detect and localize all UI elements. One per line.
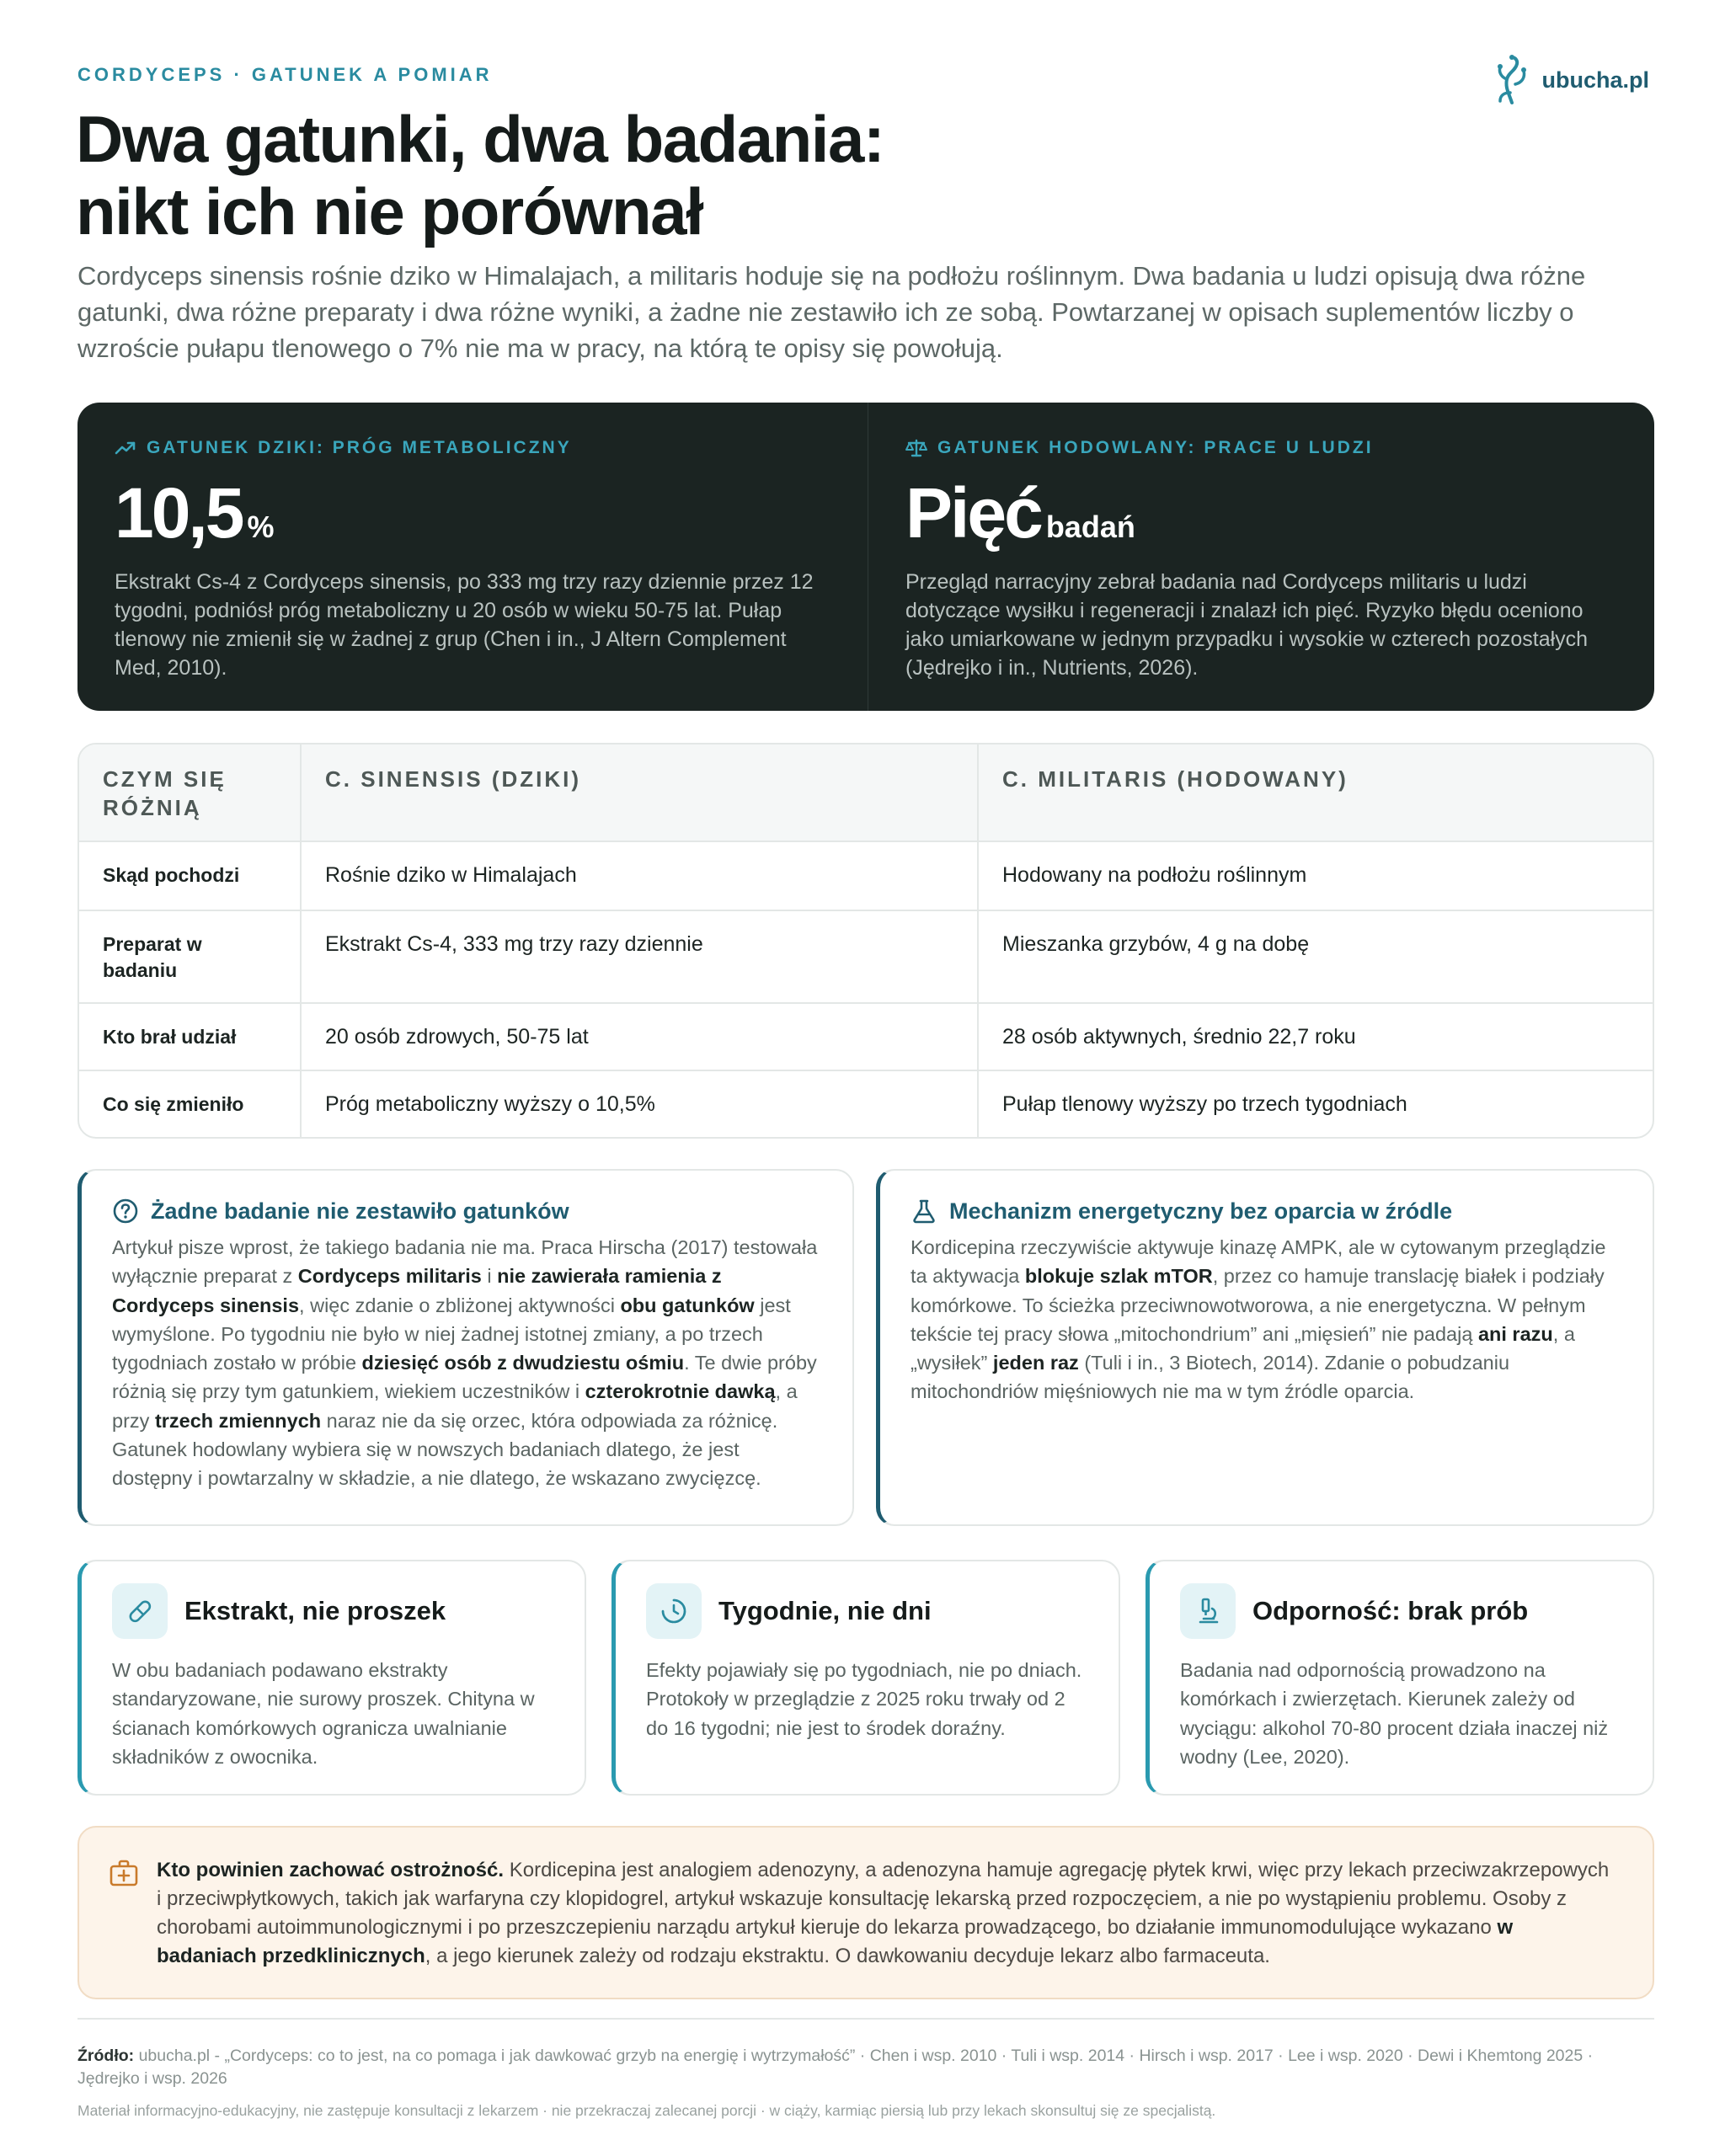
kicker: CORDYCEPS · GATUNEK A POMIAR: [77, 64, 493, 85]
clock-icon: [646, 1583, 702, 1639]
stat-number: 10,5: [115, 473, 243, 552]
body-text: , a „wysiłek”: [911, 1322, 1575, 1374]
disclaimer: Materiał informacyjno-edukacyjny, nie zastępuje konsultacji z lekarzem · nie przekraczaj zalecanej porcji · w ciąży, karmiąc piersią lub przy lekach skonsultuj się ze specjalistą.: [77, 2102, 1216, 2119]
info-box-no-comparison: [77, 1169, 854, 1526]
body-text: Artykuł pisze wprost, że takiego badania nie ma. Praca Hirscha (2017) testowała wyłącznie preparat z: [112, 1236, 818, 1288]
table-cell: Mieszanka grzybów, 4 g na dobę: [977, 911, 1653, 1002]
source-citation: [77, 2045, 1654, 2090]
stat-number: Pięć: [905, 473, 1041, 552]
table-header-cell: C. SINENSIS (DZIKI): [300, 744, 977, 841]
brand-mushroom-icon: [1493, 54, 1530, 106]
table-cell: Rośnie dziko w Himalajach: [300, 842, 977, 910]
box-body: [112, 1233, 824, 1493]
emphasis-text: czterokrotnie dawką: [585, 1380, 776, 1403]
comparison-table: [77, 743, 1654, 1139]
table-row: [79, 910, 1653, 1002]
emphasis-text: Cordyceps militaris: [297, 1265, 482, 1288]
source-text: ubucha.pl - „Cordyceps: co to jest, na co pomaga i jak dawkować grzyb na energię i wytrzymałość” · Chen i wsp. 2010 · Tuli i wsp. 2014 · Hirsch i wsp. 2017 · Lee i wsp. 2020 · Dewi i Khemtong 2025 · Jędrejko i wsp. 2026: [77, 2047, 1594, 2088]
brand-logo[interactable]: [1493, 54, 1650, 106]
warning-text: [157, 1856, 1616, 1998]
emphasis-text: trzech zmiennych: [154, 1409, 322, 1432]
box-body: [911, 1233, 1624, 1406]
pill-icon: [112, 1583, 168, 1639]
box-title: Mechanizm energetyczny bez oparcia w źródle: [949, 1198, 1453, 1224]
stats-card: [77, 403, 1654, 711]
emphasis-text: Kto powinien zachować ostrożność.: [157, 1859, 505, 1881]
title-line-1: Dwa gatunki, dwa badania:: [76, 102, 884, 176]
body-text: i: [481, 1265, 498, 1288]
scale-icon: [905, 439, 927, 457]
lead-paragraph: Cordyceps sinensis rośnie dziko w Himalajach, a militaris hoduje się na podłożu roślinnym. Dwa badania u ludzi opisują dwa różne gatunki, dwa różne preparaty i dwa różne wyniki, a żadne nie zestawiło ich ze sobą. Powtarzanej w opisach suplementów liczby o wzroście pułapu tlenowego o 7% nie ma w pracy, na którą te opisy się powołują.: [77, 261, 1586, 363]
stat-label: GATUNEK DZIKI: PRÓG METABOLICZNY: [147, 438, 572, 457]
emphasis-text: ani razu: [1477, 1322, 1553, 1345]
stat-value: [905, 475, 1621, 551]
body-text: , a jego kierunek zależy od rodzaju ekstraktu. O dawkowaniu decyduje lekarz albo farmaceuta.: [425, 1945, 1270, 1967]
body-text: , przez co hamuje translację białek i podziały komórkowe. To ścieżka przeciwnowotworowa, a nie energetyczna. W pełnym tekście tej pracy słowa „mitochondrium” ani „mięsień” nie padają: [911, 1265, 1605, 1345]
tile-text: Efekty pojawiały się po tygodniach, nie po dniach. Protokoły w przeglądzie z 2025 roku trwały od 2 do 16 tygodni; nie jest to środek doraźny.: [646, 1659, 1082, 1739]
info-box-mechanism: [876, 1169, 1654, 1526]
emphasis-text: w badaniach przedklinicznych: [157, 1916, 1514, 1967]
tile-immunity: [1146, 1560, 1654, 1796]
body-text: Kordicepina jest analogiem adenozyny, a adenozyna hamuje agregację płytek krwi, więc przy lekach przeciwzakrzepowych i przeciwpłytkowych, takich jak warfaryna czy klopidogrel, artykuł wskazuje konsultację lekarską przed rozpoczęciem, a nie po wystąpieniu problemu. Osoby z chorobami autoimmunologicznymi i po przeszczepieniu narządu artykuł kieruje do lekarza prowadzącego, bo działanie immunomodulujące wykazano: [157, 1859, 1610, 1939]
table-cell: 28 osób aktywnych, średnio 22,7 roku: [977, 1004, 1653, 1070]
body-text: , a przy: [112, 1380, 798, 1432]
emphasis-text: blokuje szlak mTOR: [1024, 1265, 1213, 1288]
tile-title: Odporność: brak prób: [1252, 1596, 1529, 1625]
tile-text: W obu badaniach podawano ekstrakty standaryzowane, nie surowy proszek. Chityna w ścianach komórkowych ogranicza uwalnianie składników z owocnika.: [112, 1659, 535, 1768]
medkit-icon: [109, 1860, 138, 1886]
table-header-cell: C. MILITARIS (HODOWANY): [977, 744, 1653, 841]
table-header-cell: CZYM SIĘ RÓŻNIĄ: [103, 766, 227, 820]
page-title: [76, 103, 1255, 248]
tile-title: Tygodnie, nie dni: [718, 1596, 932, 1625]
stat-label: GATUNEK HODOWLANY: PRACE U LUDZI: [937, 438, 1374, 457]
table-row-label: Preparat w badaniu: [103, 933, 202, 981]
body-text: (Tuli i in., 3 Biotech, 2014). Zdanie o pobudzaniu mitochondriów mięśniowych nie ma w tym źródle oparcia.: [911, 1352, 1510, 1403]
footer-divider: [77, 2018, 1654, 2020]
tile-title: Ekstrakt, nie proszek: [184, 1596, 446, 1625]
emphasis-text: nie zawierała ramienia z Cordyceps sinensis: [112, 1265, 722, 1316]
flask-icon: [911, 1198, 937, 1225]
microscope-icon: [1180, 1583, 1236, 1639]
table-row-label: Kto brał udział: [103, 1026, 237, 1048]
stat-wild-species: [77, 403, 868, 711]
body-text: . Te dwie próby różnią się przy tym gatunkiem, wiekiem uczestników i: [112, 1352, 817, 1403]
trending-up-icon: [115, 440, 136, 456]
body-text: , więc zdanie o zbliżonej aktywności: [299, 1294, 621, 1316]
emphasis-text: jeden raz: [992, 1352, 1079, 1374]
table-row: [79, 1070, 1653, 1137]
table-row: [79, 1002, 1653, 1070]
body-text: naraz nie da się orzec, która odpowiada za różnicę. Gatunek hodowlany wybiera się w nowszych badaniach dlatego, że jest dostępny i powtarzalny w składzie, a nie dlatego, że wskazano zwycięzcę.: [112, 1409, 778, 1490]
tile-weeks: [611, 1560, 1120, 1796]
stat-description: Ekstrakt Cs-4 z Cordyceps sinensis, po 333 mg trzy razy dziennie przez 12 tygodni, podniósł próg metaboliczny u 20 osób w wieku 50-75 lat. Pułap tlenowy nie zmienił się w żadnej z grup (Chen i in., J Altern Complement Med, 2010).: [115, 570, 814, 680]
question-circle-icon: [112, 1198, 139, 1225]
body-text: Kordicepina rzeczywiście aktywuje kinazę AMPK, ale w cytowanym przeglądzie ta aktywacja: [911, 1236, 1606, 1288]
source-label: Źródło:: [77, 2047, 135, 2065]
table-cell: 20 osób zdrowych, 50-75 lat: [300, 1004, 977, 1070]
tile-extract: [77, 1560, 586, 1796]
brand-name: ubucha.pl: [1541, 67, 1649, 93]
table-cell: Ekstrakt Cs-4, 333 mg trzy razy dziennie: [300, 911, 977, 1002]
stat-value: [115, 475, 830, 551]
stat-unit: %: [247, 510, 275, 544]
stat-description: Przegląd narracyjny zebrał badania nad Cordyceps militaris u ludzi dotyczące wysiłku i regeneracji i znalazł ich pięć. Ryzyko błędu oceniono jako umiarkowane w jednym przypadku i wysokie w czterech pozostałych (Jędrejko i in., Nutrients, 2026).: [905, 570, 1589, 680]
emphasis-text: obu gatunków: [620, 1294, 755, 1316]
table-row-label: Co się zmieniło: [103, 1093, 244, 1115]
table-cell: Próg metaboliczny wyższy o 10,5%: [300, 1071, 977, 1137]
stat-unit: badań: [1045, 510, 1135, 544]
body-text: jest wymyślone. Po tygodniu nie było w niej żadnej istotnej zmiany, a po trzech tygodniach zostało w próbie: [112, 1294, 791, 1374]
warning-box: [77, 1826, 1654, 1999]
stat-cultivated-species: [868, 403, 1658, 711]
box-title: Żadne badanie nie zestawiło gatunków: [151, 1198, 569, 1224]
table-header-row: [79, 744, 1653, 841]
table-cell: Hodowany na podłożu roślinnym: [977, 842, 1653, 910]
table-row-label: Skąd pochodzi: [103, 864, 240, 886]
table-cell: Pułap tlenowy wyższy po trzech tygodniach: [977, 1071, 1653, 1137]
table-row: [79, 841, 1653, 910]
title-line-2: nikt ich nie porównał: [76, 174, 703, 248]
tile-text: Badania nad odpornością prowadzono na komórkach i zwierzętach. Kierunek zależy od wyciągu: alkohol 70-80 procent działa inaczej niż wodny (Lee, 2020).: [1180, 1659, 1609, 1768]
emphasis-text: dziesięć osób z dwudziestu ośmiu: [361, 1352, 685, 1374]
